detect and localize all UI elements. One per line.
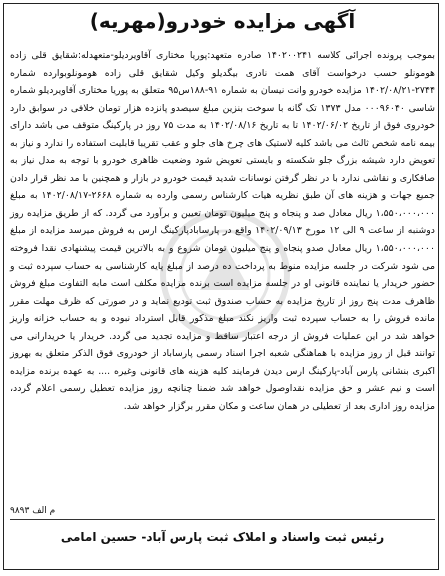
- notice-body: بموجب پرونده اجرائی کلاسه ۱۴۰۲۰۰۲۴۱ صادره متعهد:پوریا مختاری آقاویردیلو-متعهدله:شقایق قلی زاده هومونلو حسب درخواست آقای همت نادری بیگدیلو وکیل شقایق قلی زاده هومونلوبوارده شماره ۲۷۴۴-۱۴۰۲/۰۸/۲۱ مزایده خودرو وانت نیسان به شماره ۹۱-۱۸۸س۹۵ متعلق به پوریا مختاری آقاویردیلو شماره شاسی ۰۰۰۹۶۰۴۰ مدل ۱۳۷۳ تک گانه با سوخت بنزین مبلغ سیصدو پانزده هزار تومان خلافی در سوابق دارد خودروی فوق از تاریخ ۱۴۰۲/۰۶/۰۲ تا به تاریخ ۱۴۰۲/۰۸/۱۶ به مدت ۷۵ روز در پارکینگ متوقف می باشد دارای بیمه نامه شخص ثالث می باشد کلیه لاستیک های چرخ های جلو و عقب تقریبا قابلیت استفاده را ندارد و نیاز به تعویض دارد شیشه بزرگ جلو شکسته و بایستی تعویض شود وضعیت ظاهری خودرو با توجه به مدل نیاز به صافکاری و نقاشی ندارد با در نظر گرفتن نوسانات شدید قیمت خودرو در بازار و همچنین با مد نظر قرار دادن جمیع جهات و هزینه های آن طبق نظریه هیات کارشناس رسمی وارده به شماره ۲۶۶۸-۱۴۰۲/۰۸/۱۷ به مبلغ ۱،۵۵۰،۰۰۰،۰۰۰ ریال معادل صد و پنجاه و پنج میلیون تومان تعیین و برآورد می گردد. که از طریق مزایده روز دوشنبه از ساعت ۹ الی ۱۲ مورخ ۱۴۰۲/۰۹/۱۳ واقع در پارسابادپارکینگ ارس به فروش میرسد مزایده از مبلغ ۱،۵۵۰،۰۰۰،۰۰۰ ریال معادل صدو پنجاه و پنج میلیون تومان شروع و به بالاترین قیمت پیشنهادی نقدا فروخته می شود شرکت در جلسه مزایده منوط به پرداخت ده درصد از مبلغ پایه کارشناسی به حساب سپرده ثبت و حضور خریدار یا نماینده قانونی او در جلسه مزایده است برنده مزایده مکلف است مابه التفاوت مبلغ فروش ظاهرف مدت پنج روز از تاریخ مزایده به حساب صندوق ثبت تودیع نماید و در صورتی که ظرف مهلت مقرر مانده فروش را به حساب سپرده ثبت واریز نکند مبلغ مذکور قابل استرداد نبوده و به حساب خزانه واریز خواهد شد در این عملیات فروش از درجه اعتبار ساقط و مزایده تجدید می گردد. خریدار یا خریدارانی می توانند قبل از روز مزایده با هماهنگی شعبه اجرا اسناد رسمی پارساباد از خودروی فوق الذکر متعلق به بهروز اکبری بنشانی پارس آباد-پارکینگ ارس دیدن فرمایند کلیه هزینه های قانونی وغیره .... به عهده برنده مزایده است و نیم عشر و حق مزایده نقداوصول خواهد شد ضمنا چنانچه روز مزایده تعطیل رسمی اعلام گردد، مزایده روز اداری بعد از تعطیلی در همان ساعت و مکان مقرر برگزار خواهد شد.: [10, 50, 435, 412]
- reference-number: م الف ۹۸۹۳: [10, 506, 56, 516]
- issuer-signature: رئیس ثبت واسناد و املاک ثبت پارس آباد- حسین امامی: [60, 530, 385, 544]
- notice-title: آگهی مزایده خودرو(مهریه): [89, 9, 356, 33]
- footer-divider: [10, 519, 435, 520]
